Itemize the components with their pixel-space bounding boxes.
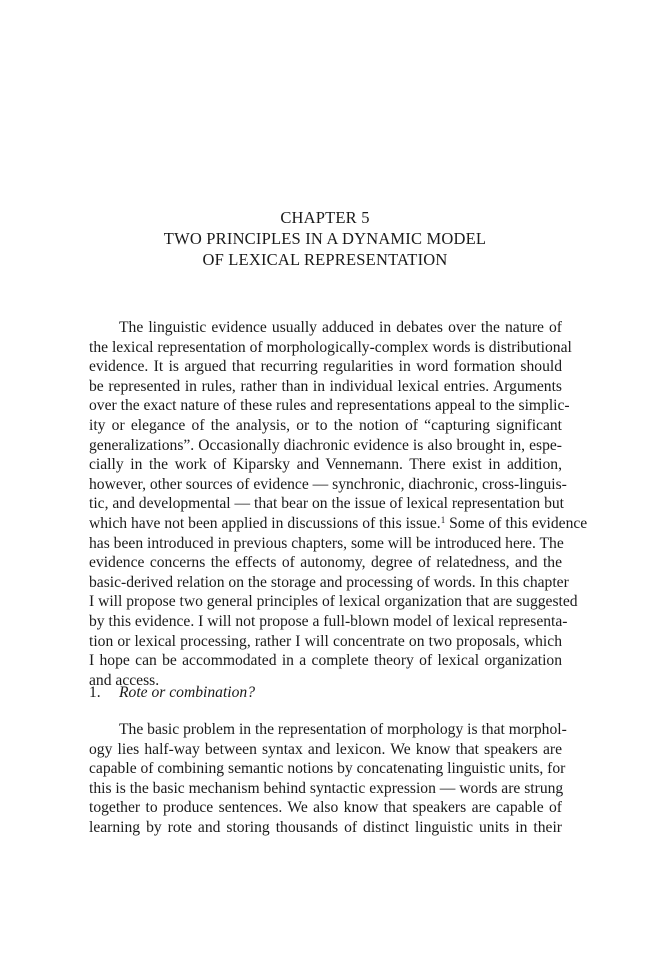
text-line: tic, and developmental — that bear on the issue of lexical representation but <box>89 495 565 513</box>
chapter-label: CHAPTER 5 <box>280 208 370 227</box>
text-line: generalizations”. Occasionally diachronic evidence is also brought in, espe- <box>89 436 562 454</box>
text-line: has been introduced in previous chapters, some will be introduced here. The <box>89 534 564 552</box>
text-line: capable of combining semantic notions by concatenating linguistic units, for <box>89 760 566 778</box>
text-line: The basic problem in the representation of morphology is that morphol- <box>119 721 567 738</box>
text-line: ogy lies half-way between syntax and lexicon. We know that speakers are <box>89 740 562 758</box>
chapter-title-line-1: TWO PRINCIPLES IN A DYNAMIC MODEL <box>163 229 487 248</box>
text-line: over the exact nature of these rules and representations appeal to the simplic- <box>89 397 570 415</box>
text-segment: Some of this evidence <box>445 514 588 532</box>
text-line: and access. <box>89 671 160 689</box>
text-line: by this evidence. I will not propose a full-blown model of lexical representa- <box>89 612 568 630</box>
text-line: cially in the work of Kiparsky and Vennemann. There exist in addition, <box>89 456 562 474</box>
text-line: evidence. It is argued that recurring regularities in word formation should <box>89 358 562 376</box>
text-line: be represented in rules, rather than in individual lexical entries. Arguments <box>89 377 562 395</box>
section-title: Rote or combination? <box>119 684 255 701</box>
section-number: 1. <box>89 684 101 701</box>
section-heading <box>89 683 255 703</box>
text-line-with-footnote <box>89 514 588 534</box>
text-line: the lexical representation of morphologically-complex words is distributional <box>89 338 572 356</box>
text-line: I hope can be accommodated in a complete theory of lexical organization <box>89 652 562 670</box>
text-line: I will propose two general principles of lexical organization that are suggested <box>89 593 578 611</box>
text-line: this is the basic mechanism behind syntactic expression — words are strung <box>89 779 564 797</box>
chapter-title-line-2: OF LEXICAL REPRESENTATION <box>202 250 448 269</box>
text-line: however, other sources of evidence — synchronic, diachronic, cross-linguis- <box>89 475 567 493</box>
paragraph-introduction <box>89 318 588 690</box>
text-line: tion or lexical processing, rather I will concentrate on two proposals, which <box>89 632 562 650</box>
chapter-heading <box>0 207 650 270</box>
footnote-marker[interactable]: 1 <box>440 514 446 525</box>
text-line: basic-derived relation on the storage and processing of words. In this chapter <box>89 573 569 591</box>
text-line: ity or elegance of the analysis, or to the notion of “capturing significant <box>89 416 562 434</box>
text-line: The linguistic evidence usually adduced in debates over the nature of <box>119 319 562 336</box>
text-line: learning by rote and storing thousands of distinct linguistic units in their <box>89 818 562 836</box>
paragraph-rote-or-combination <box>89 720 567 838</box>
text-line: together to produce sentences. We also know that speakers are capable of <box>89 799 562 817</box>
text-line: evidence concerns the effects of autonomy, degree of relatedness, and the <box>89 554 562 572</box>
text-segment: which have not been applied in discussions of this issue. <box>89 514 441 532</box>
